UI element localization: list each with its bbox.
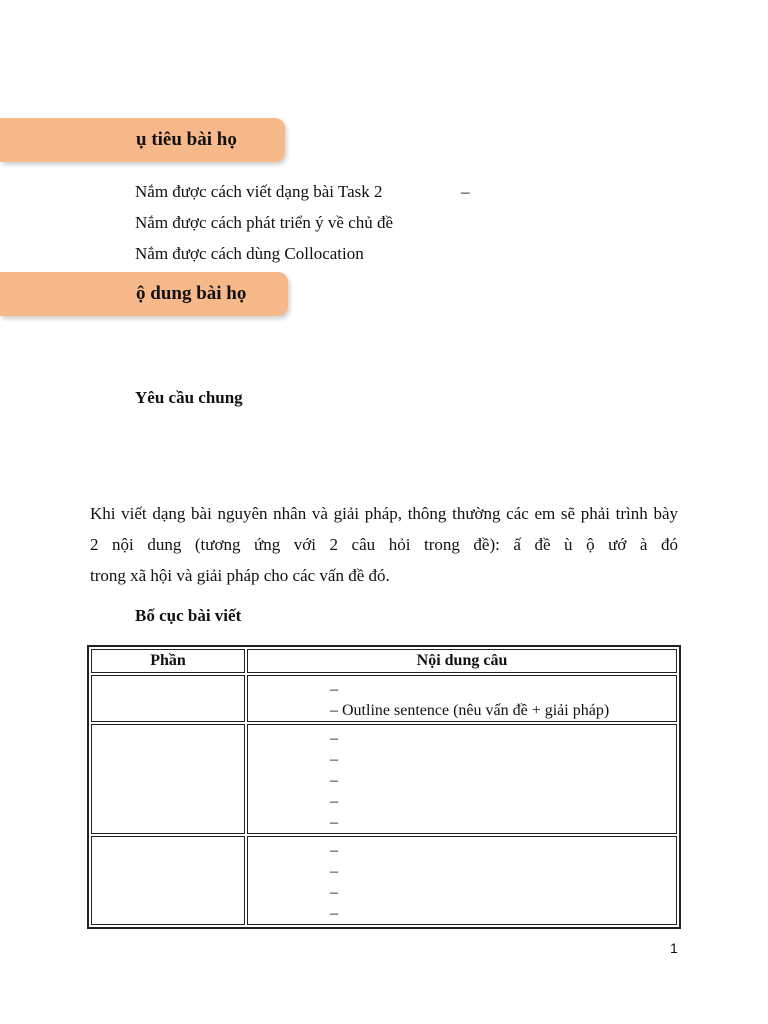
content-line: – xyxy=(330,842,338,859)
paragraph-line-3: trong xã hội và giải pháp cho các vấn đề đó. xyxy=(90,566,390,585)
table-row xyxy=(91,836,677,925)
content-line: – xyxy=(330,793,338,810)
content-line: – xyxy=(330,884,338,901)
content-line: – xyxy=(330,905,338,922)
row-content-cell xyxy=(247,724,677,834)
objective-item-1-dash: – xyxy=(461,182,470,201)
content-line: – xyxy=(330,863,338,880)
row-part-cell xyxy=(91,675,245,722)
content-line: – xyxy=(330,772,338,789)
objectives-title: ụ tiêu bài họ xyxy=(136,129,237,150)
row-content-cell xyxy=(247,675,677,722)
content-title: ộ dung bài họ xyxy=(136,283,247,304)
row-content-cell xyxy=(247,836,677,925)
content-line: – Outline sentence (nêu vấn đề + giải pháp) xyxy=(330,702,610,719)
content-line: – xyxy=(330,814,338,831)
general-requirements-heading: Yêu cầu chung xyxy=(135,388,243,407)
paragraph-line-1: Khi viết dạng bài nguyên nhân và giải pháp, thông thường các em sẽ phải trình bày xyxy=(90,504,678,523)
header-part: Phần xyxy=(91,649,245,673)
row-part-cell xyxy=(91,836,245,925)
layout-heading: Bố cục bài viết xyxy=(135,606,242,625)
content-banner xyxy=(0,272,288,316)
table-header-row xyxy=(91,649,677,673)
table-row xyxy=(91,675,677,722)
objectives-banner xyxy=(0,118,285,162)
paragraph-line-2: 2 nội dung (tương ứng với 2 câu hỏi trong đề): ấ đề ù ộ ướ à đó xyxy=(90,535,678,554)
structure-table xyxy=(87,645,681,929)
objective-item-2: Nắm được cách phát triển ý về chủ đề xyxy=(135,213,393,232)
content-line: – xyxy=(330,681,338,698)
table-row xyxy=(91,724,677,834)
objective-item-1: Nắm được cách viết dạng bài Task 2 xyxy=(135,182,383,201)
content-line: – xyxy=(330,730,338,747)
objective-item-3: Nắm được cách dùng Collocation xyxy=(135,244,364,263)
row-part-cell xyxy=(91,724,245,834)
page-number: 1 xyxy=(670,940,678,956)
header-content: Nội dung câu xyxy=(247,649,677,673)
content-line: – xyxy=(330,751,338,768)
